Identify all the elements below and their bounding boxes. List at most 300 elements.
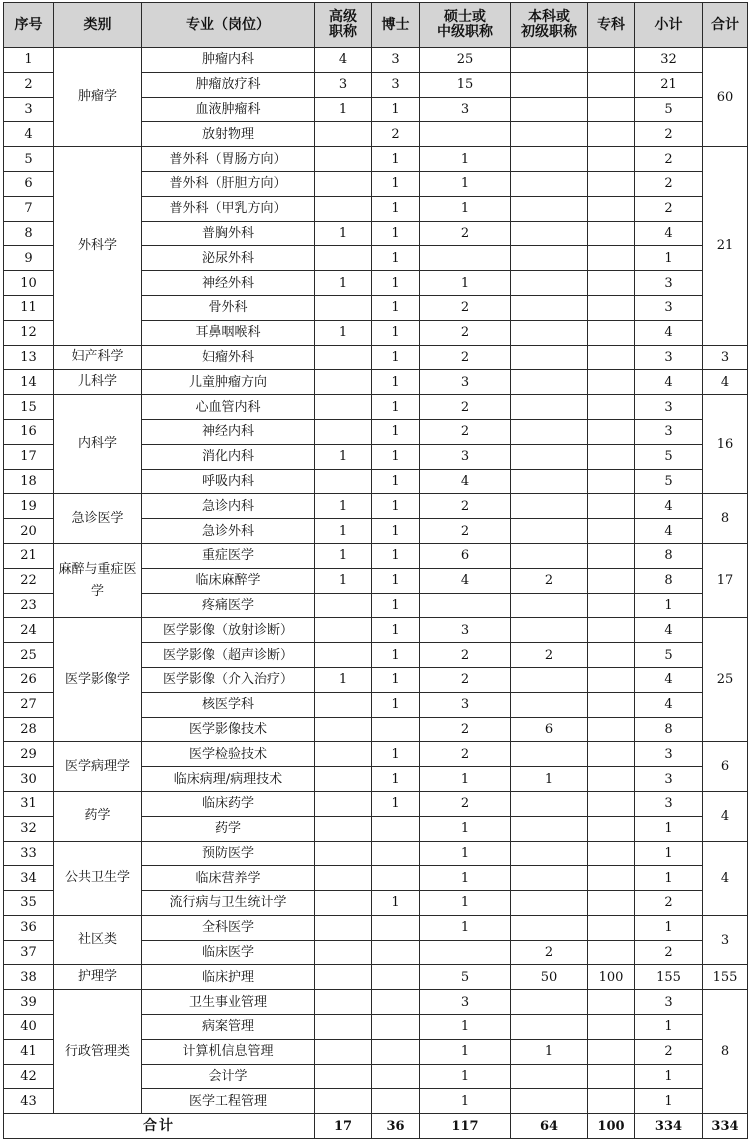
cell-college [588,990,635,1015]
cell-college: 100 [588,965,635,990]
cell-bachelor [511,171,588,196]
table-row [4,370,748,395]
cell-subtotal: 1 [635,246,703,271]
cell-seq: 22 [4,568,54,593]
cell-phd [372,940,420,965]
cell-senior: 1 [315,494,372,519]
cell-seq: 25 [4,643,54,668]
cell-master: 1 [420,866,511,891]
cell-group-total: 16 [703,395,748,494]
cell-major: 医学工程管理 [142,1089,315,1114]
cell-phd: 1 [372,618,420,643]
cell-bachelor: 2 [511,643,588,668]
cell-bachelor: 1 [511,767,588,792]
grand-total-total: 334 [703,1114,748,1139]
cell-college [588,1039,635,1064]
cell-bachelor [511,395,588,420]
cell-bachelor [511,295,588,320]
cell-college [588,841,635,866]
grand-total-master: 117 [420,1114,511,1139]
cell-college [588,48,635,73]
table-body [4,48,748,1114]
cell-category: 医学影像学 [54,618,142,742]
cell-seq: 37 [4,940,54,965]
cell-major: 临床医学 [142,940,315,965]
cell-master: 1 [420,147,511,172]
cell-bachelor [511,1089,588,1114]
cell-seq: 43 [4,1089,54,1114]
cell-master: 1 [420,841,511,866]
cell-major: 医学影像技术 [142,717,315,742]
cell-phd: 1 [372,568,420,593]
cell-college [588,568,635,593]
cell-master: 2 [420,742,511,767]
cell-seq: 12 [4,320,54,345]
cell-subtotal: 3 [635,990,703,1015]
header-college: 专科 [588,3,635,48]
cell-senior: 1 [315,97,372,122]
cell-college [588,97,635,122]
cell-bachelor [511,915,588,940]
cell-bachelor: 6 [511,717,588,742]
cell-group-total: 4 [703,841,748,915]
cell-master: 2 [420,667,511,692]
cell-subtotal: 4 [635,494,703,519]
cell-major: 急诊外科 [142,519,315,544]
cell-senior [315,742,372,767]
cell-major: 会计学 [142,1064,315,1089]
cell-major: 心血管内科 [142,395,315,420]
cell-seq: 10 [4,271,54,296]
cell-college [588,667,635,692]
cell-subtotal: 8 [635,568,703,593]
cell-master: 2 [420,643,511,668]
cell-senior [315,196,372,221]
grand-total-college: 100 [588,1114,635,1139]
cell-subtotal: 1 [635,1015,703,1040]
cell-category: 社区类 [54,915,142,965]
cell-seq: 32 [4,816,54,841]
cell-college [588,295,635,320]
cell-group-total: 60 [703,48,748,147]
cell-phd [372,1015,420,1040]
cell-phd: 1 [372,767,420,792]
cell-master: 2 [420,791,511,816]
cell-master: 4 [420,469,511,494]
cell-phd: 2 [372,122,420,147]
cell-subtotal: 1 [635,1064,703,1089]
cell-category: 儿科学 [54,370,142,395]
cell-bachelor [511,469,588,494]
cell-bachelor [511,147,588,172]
cell-bachelor [511,791,588,816]
cell-senior [315,295,372,320]
cell-seq: 19 [4,494,54,519]
cell-category: 行政管理类 [54,990,142,1114]
cell-major: 临床护理 [142,965,315,990]
cell-college [588,816,635,841]
cell-seq: 24 [4,618,54,643]
cell-subtotal: 4 [635,692,703,717]
cell-college [588,866,635,891]
cell-subtotal: 8 [635,717,703,742]
cell-phd: 3 [372,48,420,73]
cell-bachelor [511,891,588,916]
cell-college [588,444,635,469]
cell-major: 流行病与卫生统计学 [142,891,315,916]
cell-senior [315,1089,372,1114]
cell-master: 1 [420,171,511,196]
cell-seq: 20 [4,519,54,544]
cell-master: 2 [420,395,511,420]
header-category: 类别 [54,3,142,48]
cell-bachelor [511,841,588,866]
cell-subtotal: 3 [635,395,703,420]
cell-subtotal: 2 [635,940,703,965]
cell-phd: 1 [372,791,420,816]
cell-bachelor [511,816,588,841]
cell-seq: 8 [4,221,54,246]
cell-subtotal: 4 [635,618,703,643]
cell-senior [315,246,372,271]
cell-master: 5 [420,965,511,990]
cell-major: 血液肿瘤科 [142,97,315,122]
cell-subtotal: 4 [635,667,703,692]
cell-seq: 17 [4,444,54,469]
header-bachelor-line1: 本科或 [528,9,570,25]
cell-master: 1 [420,767,511,792]
cell-phd: 1 [372,891,420,916]
cell-master: 25 [420,48,511,73]
cell-seq: 27 [4,692,54,717]
header-bachelor [511,3,588,48]
cell-major: 临床病理/病理技术 [142,767,315,792]
cell-group-total: 17 [703,543,748,617]
cell-master [420,593,511,618]
cell-bachelor [511,593,588,618]
cell-subtotal: 2 [635,147,703,172]
cell-seq: 31 [4,791,54,816]
cell-major: 计算机信息管理 [142,1039,315,1064]
cell-seq: 40 [4,1015,54,1040]
cell-subtotal: 1 [635,593,703,618]
table-row [4,618,748,643]
cell-seq: 26 [4,667,54,692]
cell-senior [315,1015,372,1040]
cell-subtotal: 4 [635,320,703,345]
cell-phd: 1 [372,271,420,296]
cell-subtotal: 2 [635,196,703,221]
cell-master [420,122,511,147]
cell-subtotal: 3 [635,345,703,370]
cell-college [588,494,635,519]
cell-major: 医学影像（介入治疗） [142,667,315,692]
table-row [4,965,748,990]
cell-college [588,1089,635,1114]
cell-college [588,171,635,196]
cell-college [588,395,635,420]
cell-bachelor [511,72,588,97]
header-master-line1: 硕士或 [444,9,486,25]
cell-bachelor [511,345,588,370]
cell-senior [315,345,372,370]
cell-major: 消化内科 [142,444,315,469]
cell-senior [315,147,372,172]
cell-phd: 3 [372,72,420,97]
cell-bachelor [511,370,588,395]
cell-category: 麻醉与重症医学 [54,543,142,617]
cell-master: 15 [420,72,511,97]
cell-senior [315,791,372,816]
table-row [4,345,748,370]
cell-seq: 6 [4,171,54,196]
cell-seq: 15 [4,395,54,420]
cell-phd [372,965,420,990]
cell-phd: 1 [372,147,420,172]
table-row [4,48,748,73]
cell-college [588,891,635,916]
cell-college [588,271,635,296]
cell-college [588,767,635,792]
cell-group-total: 8 [703,990,748,1114]
cell-major: 卫生事业管理 [142,990,315,1015]
table-row [4,494,748,519]
cell-master: 1 [420,1064,511,1089]
cell-bachelor [511,246,588,271]
cell-bachelor [511,618,588,643]
cell-bachelor [511,122,588,147]
cell-master [420,246,511,271]
cell-subtotal: 3 [635,271,703,296]
cell-seq: 33 [4,841,54,866]
cell-subtotal: 1 [635,1089,703,1114]
cell-phd: 1 [372,295,420,320]
cell-master: 3 [420,444,511,469]
cell-senior [315,395,372,420]
cell-phd [372,1089,420,1114]
cell-major: 放射物理 [142,122,315,147]
header-subtotal: 小计 [635,3,703,48]
cell-college [588,370,635,395]
cell-phd: 1 [372,370,420,395]
cell-senior [315,841,372,866]
cell-college [588,717,635,742]
table-row [4,791,748,816]
cell-master: 3 [420,990,511,1015]
cell-bachelor: 2 [511,940,588,965]
cell-college [588,246,635,271]
cell-phd: 1 [372,171,420,196]
cell-phd [372,717,420,742]
table-row [4,742,748,767]
cell-seq: 16 [4,419,54,444]
cell-subtotal: 5 [635,444,703,469]
cell-bachelor [511,196,588,221]
cell-major: 肿瘤内科 [142,48,315,73]
cell-bachelor [511,866,588,891]
cell-senior [315,891,372,916]
cell-subtotal: 8 [635,543,703,568]
cell-major: 普外科（胃肠方向） [142,147,315,172]
cell-college [588,196,635,221]
grand-total-phd: 36 [372,1114,420,1139]
header-master [420,3,511,48]
cell-college [588,593,635,618]
cell-major: 儿童肿瘤方向 [142,370,315,395]
cell-group-total: 6 [703,742,748,792]
cell-master: 2 [420,419,511,444]
header-senior-line1: 高级 [329,9,357,25]
cell-master: 1 [420,816,511,841]
cell-senior: 1 [315,519,372,544]
cell-phd [372,915,420,940]
table-row [4,915,748,940]
cell-college [588,742,635,767]
cell-seq: 39 [4,990,54,1015]
table-footer [4,1114,748,1139]
cell-subtotal: 5 [635,643,703,668]
cell-category: 外科学 [54,147,142,345]
cell-master: 2 [420,320,511,345]
cell-bachelor [511,494,588,519]
cell-major: 医学影像（超声诊断） [142,643,315,668]
header-total: 合计 [703,3,748,48]
cell-subtotal: 4 [635,221,703,246]
cell-senior [315,618,372,643]
table-row [4,543,748,568]
cell-senior [315,692,372,717]
cell-master: 2 [420,221,511,246]
cell-major: 药学 [142,816,315,841]
cell-group-total: 21 [703,147,748,345]
header-bachelor-line2: 初级职称 [521,24,577,40]
cell-senior: 1 [315,320,372,345]
cell-subtotal: 2 [635,1039,703,1064]
cell-senior [315,1039,372,1064]
cell-category: 肿瘤学 [54,48,142,147]
cell-college [588,618,635,643]
cell-bachelor [511,667,588,692]
cell-subtotal: 1 [635,841,703,866]
cell-master: 1 [420,196,511,221]
cell-major: 医学检验技术 [142,742,315,767]
cell-senior [315,1064,372,1089]
cell-seq: 23 [4,593,54,618]
cell-major: 神经外科 [142,271,315,296]
table-row [4,990,748,1015]
cell-major: 全科医学 [142,915,315,940]
cell-college [588,320,635,345]
cell-college [588,122,635,147]
cell-master: 2 [420,717,511,742]
cell-college [588,72,635,97]
cell-phd: 1 [372,667,420,692]
cell-phd: 1 [372,593,420,618]
cell-category: 公共卫生学 [54,841,142,915]
cell-subtotal: 1 [635,816,703,841]
cell-master: 3 [420,618,511,643]
cell-seq: 13 [4,345,54,370]
cell-senior: 1 [315,221,372,246]
cell-seq: 36 [4,915,54,940]
header-major: 专业（岗位） [142,3,315,48]
cell-group-total: 8 [703,494,748,544]
cell-group-total: 3 [703,915,748,965]
cell-seq: 1 [4,48,54,73]
grand-total-subtotal: 334 [635,1114,703,1139]
cell-subtotal: 3 [635,295,703,320]
cell-seq: 18 [4,469,54,494]
cell-seq: 9 [4,246,54,271]
cell-master: 2 [420,345,511,370]
cell-bachelor [511,990,588,1015]
cell-major: 普外科（甲乳方向） [142,196,315,221]
cell-master: 2 [420,295,511,320]
cell-phd: 1 [372,742,420,767]
header-master-line2: 中级职称 [437,24,493,40]
cell-college [588,519,635,544]
cell-college [588,643,635,668]
cell-college [588,940,635,965]
cell-seq: 42 [4,1064,54,1089]
cell-major: 核医学科 [142,692,315,717]
cell-senior [315,915,372,940]
cell-phd: 1 [372,543,420,568]
cell-master [420,940,511,965]
cell-major: 病案管理 [142,1015,315,1040]
header-senior-line2: 职称 [329,24,357,40]
cell-major: 耳鼻咽喉科 [142,320,315,345]
cell-phd: 1 [372,246,420,271]
cell-senior [315,816,372,841]
cell-category: 妇产科学 [54,345,142,370]
cell-major: 骨外科 [142,295,315,320]
cell-major: 临床药学 [142,791,315,816]
cell-master: 1 [420,1039,511,1064]
cell-phd: 1 [372,469,420,494]
cell-college [588,791,635,816]
cell-bachelor [511,543,588,568]
table-header [4,3,748,48]
cell-phd: 1 [372,419,420,444]
cell-senior: 4 [315,48,372,73]
cell-category: 护理学 [54,965,142,990]
cell-college [588,692,635,717]
cell-senior [315,593,372,618]
total-row [4,1114,748,1139]
cell-college [588,543,635,568]
cell-college [588,345,635,370]
cell-category: 急诊医学 [54,494,142,544]
cell-college [588,221,635,246]
header-seq: 序号 [4,3,54,48]
cell-master: 1 [420,271,511,296]
cell-subtotal: 155 [635,965,703,990]
cell-bachelor [511,519,588,544]
cell-master: 6 [420,543,511,568]
cell-major: 呼吸内科 [142,469,315,494]
cell-phd: 1 [372,320,420,345]
cell-subtotal: 1 [635,866,703,891]
cell-subtotal: 3 [635,742,703,767]
cell-subtotal: 2 [635,891,703,916]
cell-college [588,915,635,940]
cell-major: 疼痛医学 [142,593,315,618]
cell-group-total: 4 [703,791,748,841]
cell-master: 3 [420,370,511,395]
cell-senior [315,717,372,742]
cell-bachelor [511,320,588,345]
